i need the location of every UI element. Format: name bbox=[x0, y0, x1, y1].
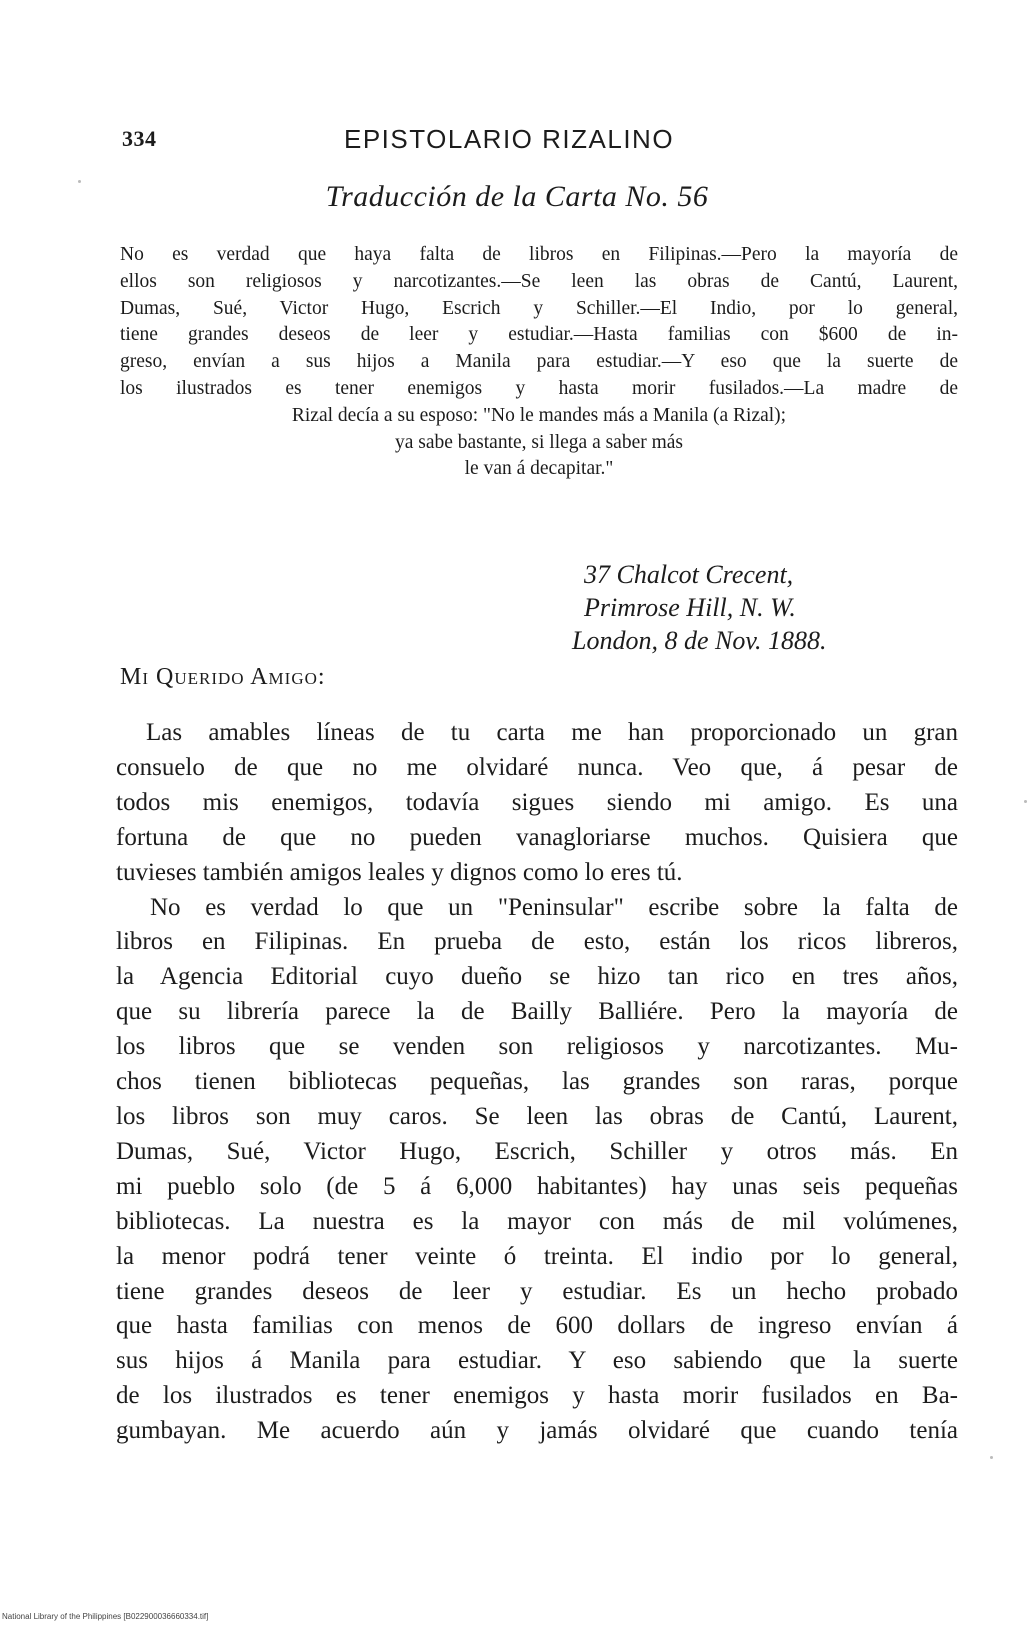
body-line: Las amables líneas de tu carta me han proporcionado un gran bbox=[146, 719, 958, 746]
running-title: EPISTOLARIO RIZALINO bbox=[344, 124, 675, 154]
scan-speck bbox=[78, 180, 81, 183]
summary-line: tiene grandes deseos de leer y estudiar.—Hasta familias con $600 de in- bbox=[120, 324, 958, 346]
body-line: los libros son muy caros. Se leen las obras de Cantú, Laurent, bbox=[116, 1102, 958, 1130]
summary-line: Dumas, Sué, Victor Hugo, Escrich y Schiller.—El Indio, por lo general, bbox=[120, 297, 958, 319]
summary-line: greso, envían a sus hijos a Manila para estudiar.—Y eso que la suerte de bbox=[120, 351, 958, 373]
scan-footer: National Library of the Philippines [B022900036660334.tif] bbox=[2, 1612, 209, 1621]
body-line: todos mis enemigos, todavía sigues siendo mi amigo. Es una bbox=[116, 788, 958, 816]
body-line: la Agencia Editorial cuyo dueño se hizo tan rico en tres años, bbox=[116, 963, 958, 991]
summary-line: No es verdad que haya falta de libros en Filipinas.—Pero la mayoría de bbox=[120, 244, 958, 265]
body-line: que su librería parece la de Bailly Balliére. Pero la mayoría de bbox=[116, 998, 958, 1026]
body-line: consuelo de que no me olvidaré nunca. Veo que, á pesar de bbox=[116, 753, 958, 781]
body-line: mi pueblo solo (de 5 á 6,000 habitantes) hay unas seis pequeñas bbox=[116, 1172, 958, 1200]
body-line: No es verdad lo que un "Peninsular" escribe sobre la falta de bbox=[150, 893, 958, 921]
body-line: chos tienen bibliotecas pequeñas, las grandes son raras, porque bbox=[116, 1068, 958, 1096]
address-street: 37 Chalcot Crecent, bbox=[584, 560, 794, 589]
body-line: la menor podrá tener veinte ó treinta. El indio por lo general, bbox=[116, 1242, 958, 1270]
body-line: libros en Filipinas. En prueba de esto, están los ricos libreros, bbox=[116, 928, 958, 956]
body-line: de los ilustrados es tener enemigos y hasta morir fusilados en Ba- bbox=[116, 1382, 958, 1410]
body-line: gumbayan. Me acuerdo aún y jamás olvidaré que cuando tenía bbox=[116, 1417, 958, 1445]
body-line: que hasta familias con menos de 600 dollars de ingreso envían á bbox=[116, 1312, 958, 1340]
page-number: 334 bbox=[122, 126, 157, 151]
summary-line: ya sabe bastante, si llega a saber más bbox=[394, 431, 684, 453]
summary-line: los ilustrados es tener enemigos y hasta morir fusilados.—La madre de bbox=[120, 377, 958, 399]
letter-body bbox=[116, 716, 958, 1449]
translation-title: Traducción de la Carta No. 56 bbox=[325, 180, 709, 213]
scan-speck bbox=[1024, 800, 1027, 803]
body-line: tiene grandes deseos de leer y estudiar. Es un hecho probado bbox=[116, 1277, 958, 1305]
body-line: tuvieses también amigos leales y dignos como lo eres tú. bbox=[116, 858, 683, 886]
body-line: los libros que se venden son religiosos y narcotizantes. Mu- bbox=[116, 1033, 958, 1061]
body-line: sus hijos á Manila para estudiar. Y eso sabiendo que la suerte bbox=[116, 1347, 958, 1375]
address-date: London, 8 de Nov. 1888. bbox=[572, 626, 827, 655]
body-line: fortuna de que no pueden vanagloriarse muchos. Quisiera que bbox=[116, 823, 958, 851]
address-district: Primrose Hill, N. W. bbox=[584, 593, 796, 622]
summary-line: Rizal decía a su esposo: "No le mandes más a Manila (a Rizal); bbox=[291, 404, 787, 426]
letter-summary bbox=[120, 242, 958, 483]
body-line: Dumas, Sué, Victor Hugo, Escrich, Schiller y otros más. En bbox=[116, 1137, 958, 1165]
summary-line: ellos son religiosos y narcotizantes.—Se leen las obras de Cantú, Laurent, bbox=[120, 270, 958, 292]
sender-address bbox=[572, 558, 964, 657]
salutation: Mi Querido Amigo: bbox=[120, 664, 326, 690]
scan-speck bbox=[990, 1456, 993, 1459]
page-header bbox=[116, 118, 956, 158]
summary-line: le van á decapitar." bbox=[464, 458, 614, 480]
body-line: bibliotecas. La nuestra es la mayor con más de mil volúmenes, bbox=[116, 1207, 958, 1235]
